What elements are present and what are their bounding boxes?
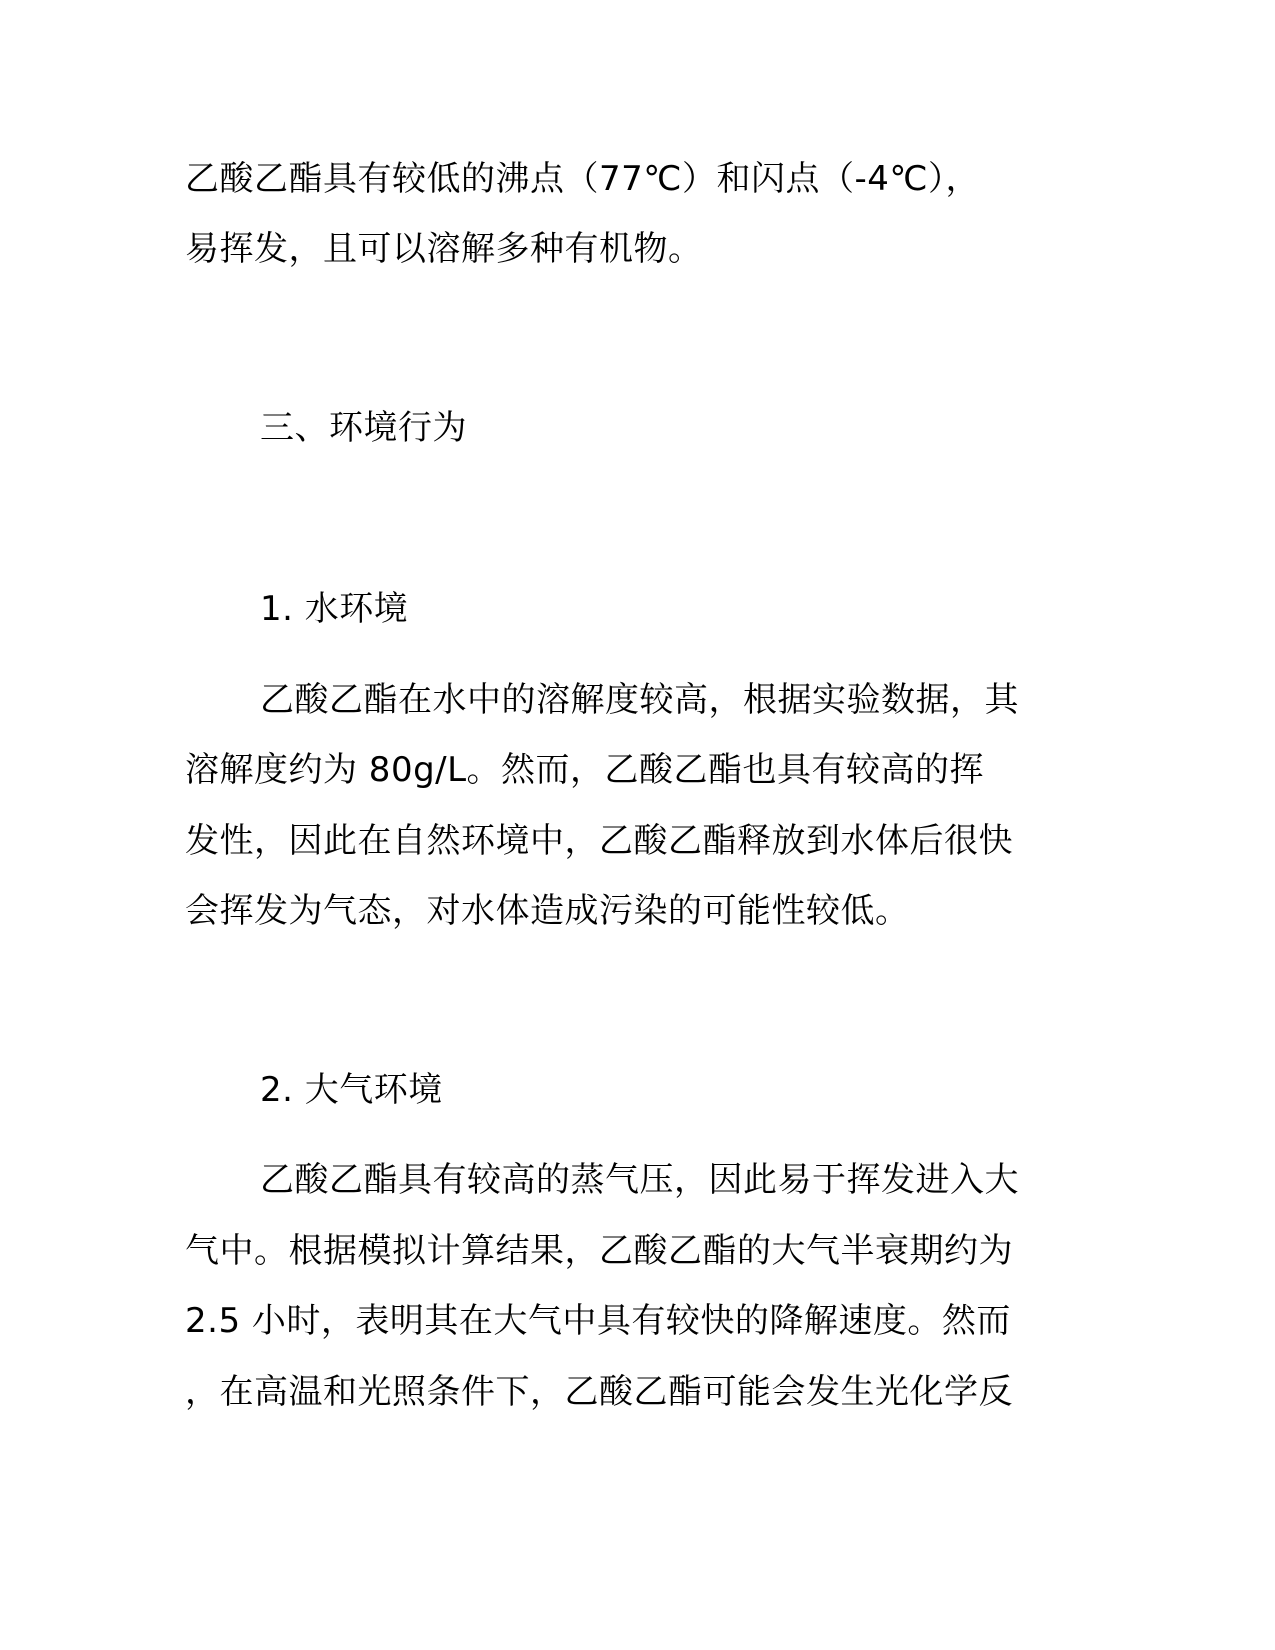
air-paragraph-line-2: 气中。根据模拟计算结果，乙酸乙酯的大气半衰期约为 [185, 1231, 1013, 1271]
subsection-heading-water: 1. 水环境 [260, 589, 409, 629]
water-paragraph-line-3: 发性，因此在自然环境中，乙酸乙酯释放到水体后很快 [185, 821, 1013, 861]
subsection-heading-air: 2. 大气环境 [260, 1070, 443, 1110]
intro-line-2: 易挥发，且可以溶解多种有机物。 [185, 229, 703, 269]
intro-line-1: 乙酸乙酯具有较低的沸点（77℃）和闪点（-4℃）， [185, 159, 981, 199]
section-heading: 三、环境行为 [260, 408, 467, 448]
water-paragraph-line-1: 乙酸乙酯在水中的溶解度较高，根据实验数据，其 [260, 680, 1019, 720]
water-paragraph-line-2: 溶解度约为 80g/L。然而，乙酸乙酯也具有较高的挥 [185, 750, 985, 790]
air-paragraph-line-1: 乙酸乙酯具有较高的蒸气压，因此易于挥发进入大 [260, 1160, 1019, 1200]
water-paragraph-line-4: 会挥发为气态，对水体造成污染的可能性较低。 [185, 891, 910, 931]
air-paragraph-line-3: 2.5 小时，表明其在大气中具有较快的降解速度。然而 [185, 1301, 1011, 1341]
air-paragraph-line-4: ，在高温和光照条件下，乙酸乙酯可能会发生光化学反 [185, 1372, 1013, 1412]
